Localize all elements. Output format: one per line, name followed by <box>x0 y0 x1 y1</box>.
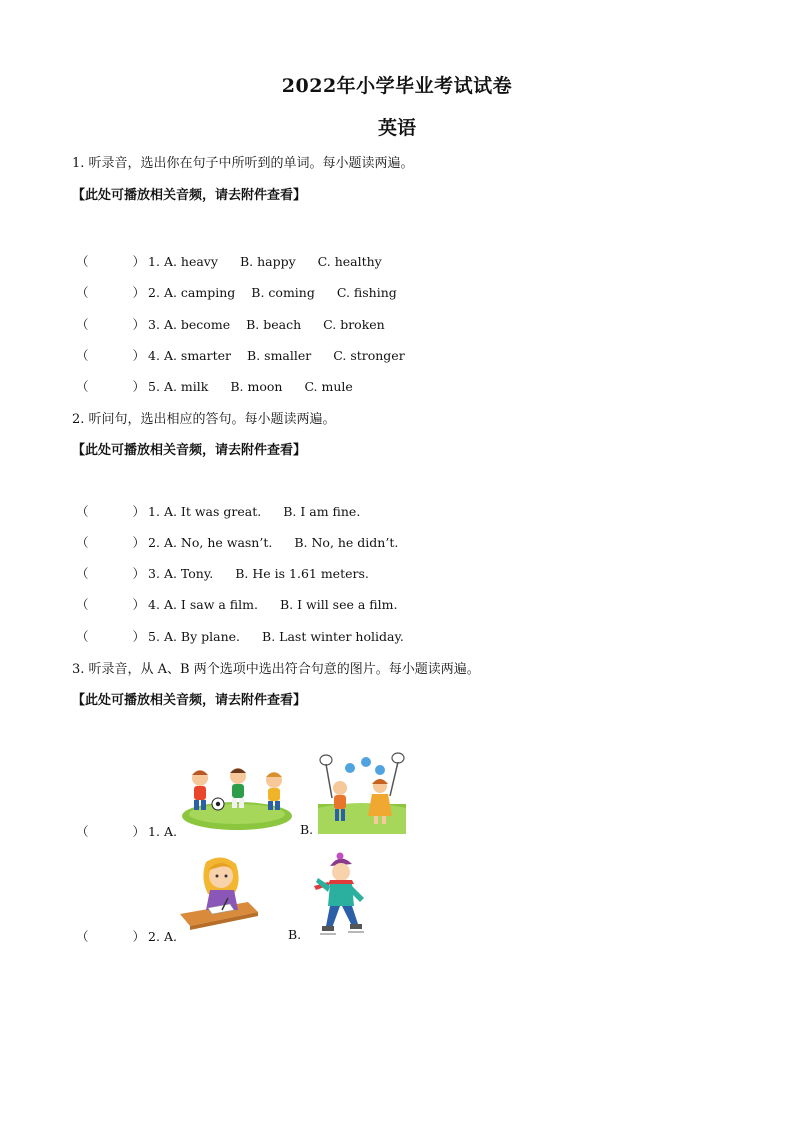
question-row: （ ） 5. A. By plane. B. Last winter holiday. <box>76 629 404 644</box>
section-1-instruction: 1. 听录音，选出你在句子中所听到的单词。每小题读两遍。 <box>72 156 414 171</box>
question-row: （ ） 3. A. become B. beach C. broken <box>76 317 385 332</box>
boy-skating-icon[interactable] <box>310 852 370 940</box>
option-a-label: A. <box>163 824 177 839</box>
answer-blank[interactable]: （ ） <box>76 629 146 644</box>
question-row: （ ） 4. A. I saw a film. B. I will see a film. <box>76 597 398 612</box>
section-1-audio-note[interactable]: 【此处可播放相关音频，请去附件查看】 <box>72 188 307 203</box>
question-row: （ ） 4. A. smarter B. smaller C. stronger <box>76 348 405 363</box>
option-b-label: B. <box>288 927 302 942</box>
answer-blank[interactable]: （ ） <box>76 254 146 269</box>
section-3-instruction: 3. 听录音，从 A、B 两个选项中选出符合句意的图片。每小题读两遍。 <box>72 662 480 677</box>
answer-blank[interactable]: （ ） <box>76 535 146 550</box>
question-row: （ ） 1. A. It was great. B. I am fine. <box>76 504 361 519</box>
question-row: （ ） 2. A. camping B. coming C. fishing <box>76 285 397 300</box>
answer-blank[interactable]: （ ） <box>76 504 146 519</box>
answer-blank[interactable]: （ ） <box>76 317 146 332</box>
option-a-label: A. <box>163 929 177 944</box>
question-row: （ ） 1. A. heavy B. happy C. healthy <box>76 254 382 269</box>
option-b-label: B. <box>300 822 314 837</box>
picture-question-row: （ ） 2. A. <box>76 929 177 944</box>
girl-writing-icon[interactable] <box>178 854 260 932</box>
exam-title: 2022年小学毕业考试试卷 <box>281 75 513 97</box>
answer-blank[interactable]: （ ） <box>76 597 146 612</box>
section-2-audio-note[interactable]: 【此处可播放相关音频，请去附件查看】 <box>72 443 307 458</box>
kids-catching-butterflies-icon[interactable] <box>318 752 406 834</box>
answer-blank[interactable]: （ ） <box>76 379 146 394</box>
section-2-instruction: 2. 听问句，选出相应的答句。每小题读两遍。 <box>72 412 336 427</box>
answer-blank[interactable]: （ ） <box>76 824 146 839</box>
answer-blank[interactable]: （ ） <box>76 566 146 581</box>
question-row: （ ） 5. A. milk B. moon C. mule <box>76 379 353 394</box>
exam-subject: 英语 <box>377 117 416 139</box>
question-row: （ ） 2. A. No, he wasn’t. B. No, he didn’t. <box>76 535 399 550</box>
answer-blank[interactable]: （ ） <box>76 285 146 300</box>
answer-blank[interactable]: （ ） <box>76 348 146 363</box>
question-row: （ ） 3. A. Tony. B. He is 1.61 meters. <box>76 566 369 581</box>
picture-question-row: （ ） 1. A. <box>76 824 177 839</box>
kids-playing-football-icon[interactable] <box>180 760 294 832</box>
section-3-audio-note[interactable]: 【此处可播放相关音频，请去附件查看】 <box>72 693 307 708</box>
answer-blank[interactable]: （ ） <box>76 929 146 944</box>
